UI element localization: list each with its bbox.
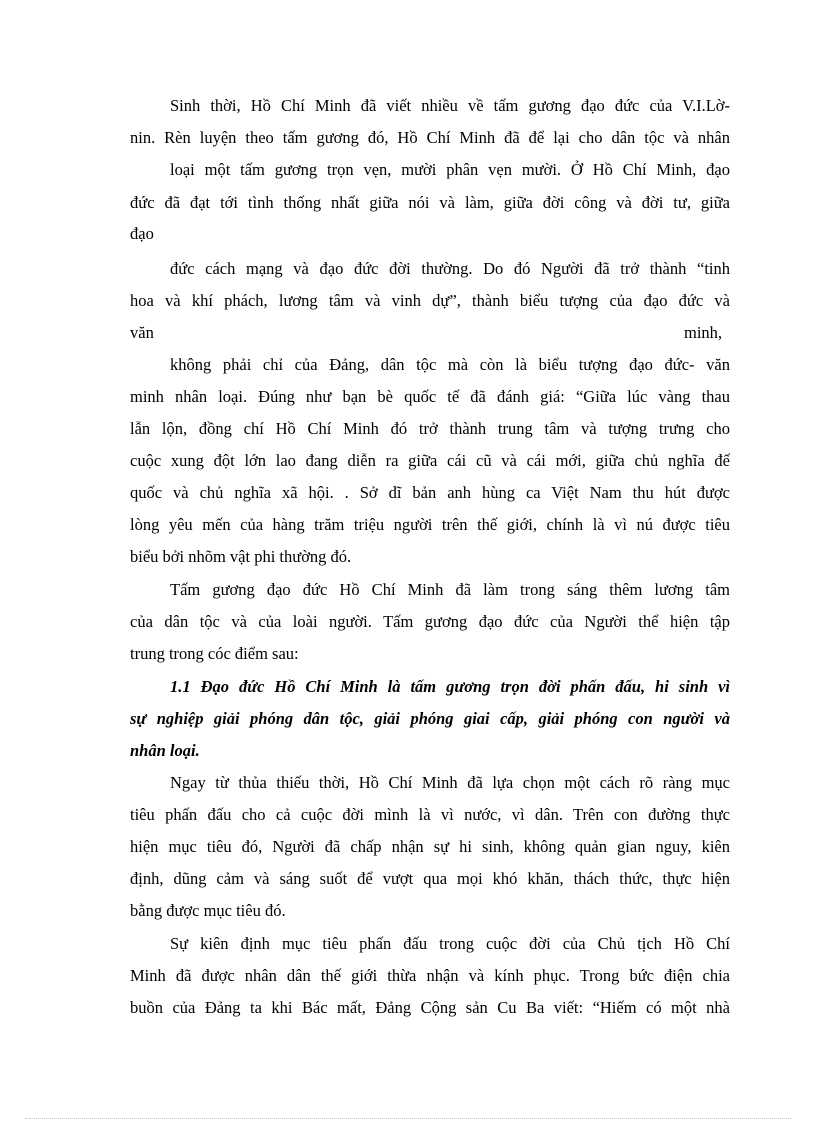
paragraph-line: định, dũng cảm và sáng suốt để vượt qua mọi khó khăn, thách thức, thực hiện: [130, 869, 730, 888]
paragraph-line: buồn của Đảng ta khi Bác mất, Đảng Cộng sản Cu Ba viết: “Hiếm có một nhà: [130, 998, 730, 1017]
page-bottom-divider: [25, 1118, 791, 1119]
paragraph-line: hoa và khí phách, lương tâm và vinh dự”, thành biểu tượng của đạo đức và: [130, 291, 730, 310]
paragraph-line: cuộc xung đột lớn lao đang diễn ra giữa cái cũ và cái mới, giữa chủ nghĩa đế: [130, 451, 730, 470]
paragraph-line: không phải chỉ của Đảng, dân tộc mà còn là biểu tượng đạo đức- văn: [170, 355, 730, 374]
paragraph-line: lẫn lộn, đồng chí Hồ Chí Minh đó trở thành trung tâm và tượng trưng cho: [130, 419, 730, 438]
paragraph-line: nin. Rèn luyện theo tấm gương đó, Hồ Chí Minh đã để lại cho dân tộc và nhân: [130, 128, 730, 147]
paragraph-line: văn: [130, 323, 154, 342]
paragraph-line: Sinh thời, Hồ Chí Minh đã viết nhiều về tấm gương đạo đức của V.I.Lờ-: [170, 96, 730, 115]
paragraph-line: minh nhân loại. Đúng như bạn bè quốc tế đã đánh giá: “Giữa lúc vàng thau: [130, 387, 730, 406]
paragraph-line: minh,: [684, 323, 723, 342]
paragraph-line: quốc và chủ nghĩa xã hội. . Sở dĩ bản anh hùng ca Việt Nam thu hút được: [130, 483, 730, 502]
paragraph-line: trung trong cóc điểm sau:: [130, 644, 299, 663]
section-heading: nhân loại.: [130, 741, 200, 760]
section-heading: sự nghiệp giải phóng dân tộc, giải phóng giai cấp, giải phóng con người và: [130, 709, 730, 728]
paragraph-line: Minh đã được nhân dân thế giới thừa nhận và kính phục. Trong bức điện chia: [130, 966, 730, 985]
paragraph-line: Ngay từ thủa thiếu thời, Hồ Chí Minh đã lựa chọn một cách rõ ràng mục: [170, 773, 730, 792]
paragraph-line: bằng được mục tiêu đó.: [130, 901, 286, 920]
paragraph-line: Tấm gương đạo đức Hồ Chí Minh đã làm trong sáng thêm lương tâm: [170, 580, 730, 599]
paragraph-line: Sự kiên định mục tiêu phấn đấu trong cuộc đời của Chủ tịch Hồ Chí: [170, 934, 730, 953]
paragraph-line: đạo: [130, 224, 154, 243]
paragraph-line: tiêu phấn đấu cho cả cuộc đời mình là vì nước, vì dân. Trên con đường thực: [130, 805, 730, 824]
paragraph-line: lòng yêu mến của hàng trăm triệu người trên thế giới, chính là vì nú được tiêu: [130, 515, 730, 534]
paragraph-line: hiện mục tiêu đó, Người đã chấp nhận sự hi sinh, không quản gian nguy, kiên: [130, 837, 730, 856]
paragraph-line: loại một tấm gương trọn vẹn, mười phân vẹn mười. Ở Hồ Chí Minh, đạo: [170, 160, 730, 179]
paragraph-line: biểu bởi nhõm vật phi thường đó.: [130, 547, 352, 566]
section-heading: 1.1 Đạo đức Hồ Chí Minh là tấm gương trọn đời phấn đấu, hi sinh vì: [170, 677, 730, 696]
paragraph-line: đức cách mạng và đạo đức đời thường. Do đó Người đã trở thành “tinh: [170, 259, 730, 278]
paragraph-line: đức đã đạt tới tình thống nhất giữa nói và làm, giữa đời công và đời tư, giữa: [130, 193, 730, 212]
paragraph-line: của dân tộc và của loài người. Tấm gương đạo đức của Người thể hiện tập: [130, 612, 730, 631]
